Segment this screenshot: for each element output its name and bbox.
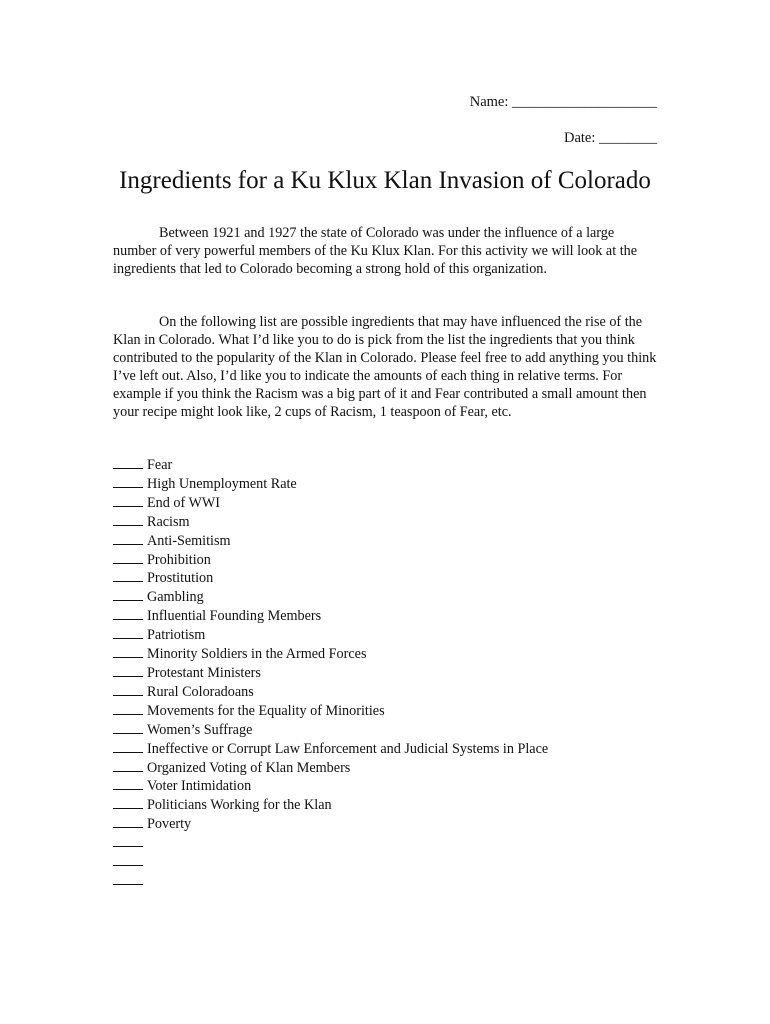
ingredient-label: Politicians Working for the Klan <box>147 797 332 814</box>
amount-blank[interactable] <box>113 551 143 564</box>
amount-blank[interactable] <box>113 494 143 507</box>
ingredient-item <box>113 664 548 683</box>
ingredient-item <box>113 796 548 815</box>
amount-blank[interactable] <box>113 588 143 601</box>
ingredient-label: Influential Founding Members <box>147 608 322 625</box>
amount-blank[interactable] <box>113 702 143 715</box>
ingredient-label: Racism <box>147 513 190 530</box>
amount-blank[interactable] <box>113 645 143 658</box>
amount-blank[interactable] <box>113 569 143 582</box>
ingredient-label: Prostitution <box>147 570 214 587</box>
ingredient-item <box>113 834 548 853</box>
ingredient-label: Organized Voting of Klan Members <box>147 759 351 776</box>
amount-blank[interactable] <box>113 759 143 772</box>
ingredient-label: Prohibition <box>147 551 211 568</box>
ingredient-item <box>113 759 548 778</box>
instructions-paragraph: On the following list are possible ingredients that may have influenced the rise of the Klan in Colorado. What I’d like you to do is pick from the list the ingredients that you think contributed to the popularity of the Klan in Colorado. Please feel free to add anything you think I’ve left out. Also, I’d like you to indicate the amounts of each thing in relative terms. For example if you think the Racism was a big part of it and Fear contributed a small amount then your recipe might look like, 2 cups of Racism, 1 teaspoon of Fear, etc. <box>113 314 657 420</box>
amount-blank[interactable] <box>113 777 143 790</box>
ingredient-item <box>113 551 548 570</box>
amount-blank[interactable] <box>113 815 143 828</box>
amount-blank[interactable] <box>113 796 143 809</box>
ingredient-label: Patriotism <box>147 627 206 644</box>
ingredient-label: Fear <box>147 457 173 473</box>
name-field-label: Name: ____________________ <box>469 94 657 110</box>
amount-blank[interactable] <box>113 853 143 866</box>
amount-blank[interactable] <box>113 872 143 885</box>
ingredient-item <box>113 872 548 891</box>
ingredient-label: Ineffective or Corrupt Law Enforcement and Judicial Systems in Place <box>147 740 549 757</box>
ingredient-item <box>113 777 548 796</box>
ingredient-label: Gambling <box>147 589 204 606</box>
ingredient-item <box>113 626 548 645</box>
amount-blank[interactable] <box>113 664 143 677</box>
ingredient-label: Rural Coloradoans <box>147 683 254 700</box>
amount-blank[interactable] <box>113 740 143 753</box>
ingredient-item <box>113 721 548 740</box>
ingredient-item <box>113 702 548 721</box>
ingredient-item <box>113 588 548 607</box>
ingredient-item <box>113 815 548 834</box>
ingredient-item <box>113 853 548 872</box>
ingredient-label: Poverty <box>147 816 192 833</box>
amount-blank[interactable] <box>113 513 143 526</box>
ingredient-item <box>113 569 548 588</box>
ingredient-item <box>113 494 548 513</box>
amount-blank[interactable] <box>113 683 143 696</box>
ingredient-item <box>113 513 548 532</box>
ingredient-item <box>113 645 548 664</box>
amount-blank[interactable] <box>113 475 143 488</box>
amount-blank[interactable] <box>113 456 143 469</box>
amount-blank[interactable] <box>113 626 143 639</box>
ingredient-item <box>113 532 548 551</box>
ingredient-list <box>113 456 548 891</box>
ingredient-item <box>113 740 548 759</box>
ingredient-label: Women’s Suffrage <box>147 721 253 738</box>
amount-blank[interactable] <box>113 834 143 847</box>
ingredient-label: Anti-Semitism <box>147 532 231 549</box>
ingredient-label: Protestant Ministers <box>147 664 261 681</box>
ingredient-item <box>113 683 548 702</box>
amount-blank[interactable] <box>113 532 143 545</box>
date-field-label: Date: ________ <box>563 130 657 146</box>
ingredient-label: High Unemployment Rate <box>147 475 297 492</box>
ingredient-label: Movements for the Equality of Minorities <box>147 702 385 719</box>
ingredient-label: End of WWI <box>147 494 221 511</box>
ingredient-item <box>113 607 548 626</box>
ingredient-label: Minority Soldiers in the Armed Forces <box>147 646 367 663</box>
page-title: Ingredients for a Ku Klux Klan Invasion of Colorado <box>119 167 651 194</box>
ingredient-item <box>113 475 548 494</box>
intro-paragraph: Between 1921 and 1927 the state of Colorado was under the influence of a large number of very powerful members of the Ku Klux Klan. For this activity we will look at the ingredients that led to Colorado becoming a strong hold of this organization. <box>113 225 638 277</box>
ingredient-label: Voter Intimidation <box>147 778 252 795</box>
amount-blank[interactable] <box>113 607 143 620</box>
ingredient-item <box>113 456 548 475</box>
amount-blank[interactable] <box>113 721 143 734</box>
